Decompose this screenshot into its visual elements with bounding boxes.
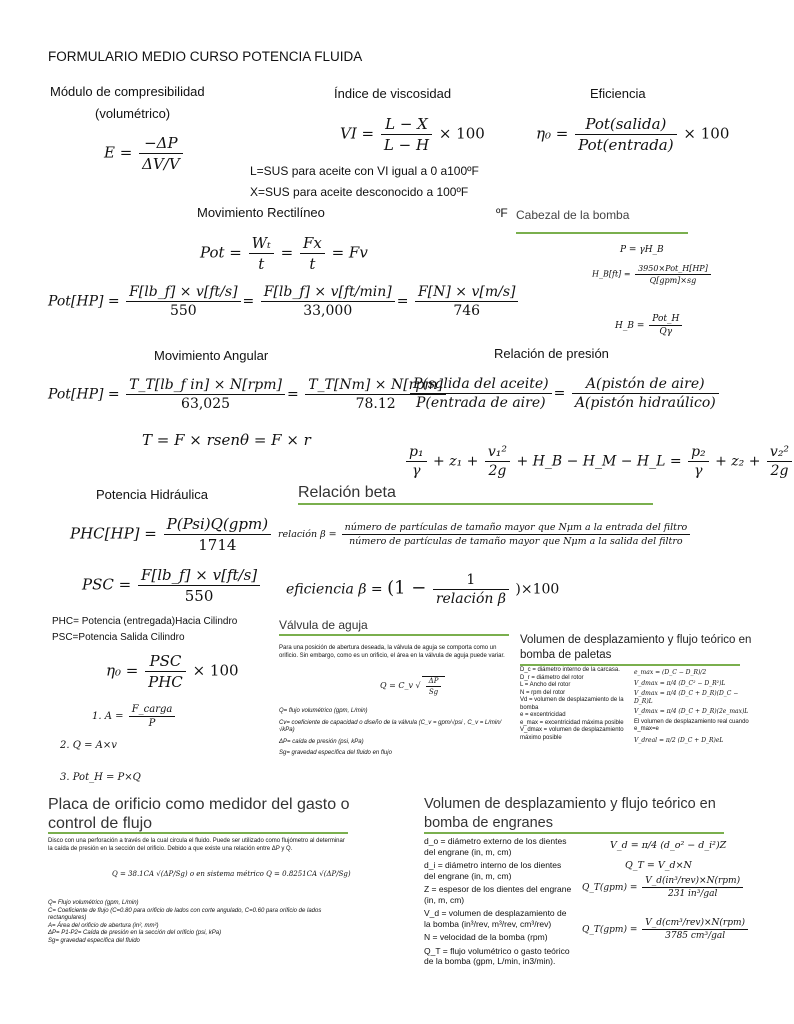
orifice-def-1: C= Coeficiente de flujo (C=0.80 para orificio de lados con corte angulado, C=0.60 para orificio de lados rectangulares) (48, 907, 322, 921)
gear-eq4-lhs: Q_T(gpm) = (582, 925, 638, 935)
gear-eq3-lhs: Q_T(gpm) = (582, 883, 638, 893)
lin-a-den: 550 (169, 303, 197, 319)
eta-lhs: η₀ = (106, 661, 139, 680)
bulk-fraction: $\frac{-\Delta P}{\Delta V/V}$ (139, 134, 183, 173)
bulk-lhs: E = (104, 143, 133, 162)
viscosity-note-l: L=SUS para aceite con VI igual a 0 a100ºF (250, 164, 479, 178)
gear-heading-1: Volumen de desplazamiento y flujo teórico en (424, 796, 716, 812)
vi-num: L − X (381, 115, 432, 135)
document-title: FORMULARIO MEDIO CURSO POTENCIA FLUIDA (48, 49, 363, 64)
viscosity-note-fragment: ºF (496, 206, 508, 220)
gear-eq-gpm-cm (582, 918, 750, 941)
psc-num: F[lb_f] × v[ft/s] (138, 566, 260, 586)
orifice-heading-2: control de flujo (48, 815, 153, 832)
phc-note: PHC= Potencia (entregada)Hacia Cilindro (52, 616, 238, 627)
gear-eq3-num: V_d(in³/rev)×N(rpm) (642, 876, 743, 888)
needle-valve-heading: Válvula de aguja (279, 618, 368, 632)
gear-eq3-den: 231 in³/gal (668, 889, 718, 899)
orifice-def-3: ΔP= P1-P2= Caída de presión en la sección del orificio (psi, kPa) (48, 930, 222, 936)
be-g2: γ (694, 463, 703, 479)
eff-rhs: × 100 (683, 124, 730, 143)
gear-def-0: d_o = diámetro externo de los dientes del engrane (in, m, cm) (424, 836, 567, 857)
gear-def-1: d_i = diámetro interno de los dientes del engrane (in, m, cm) (424, 860, 562, 881)
viscosity-equation (340, 115, 485, 154)
needle-valve-intro: Para una posición de abertura deseada, la válvula de aguja se comporta como un orificio. Sin embargo, como es un orificio, el área en la válvula de aguja puede variar. (279, 645, 505, 659)
eta-den: PHC (148, 673, 183, 691)
needle-valve-equation: Q = C_v √ $\frac{\Delta P}{Sg}$ (380, 676, 445, 696)
beff-open: (1 − (387, 577, 427, 599)
lin-c-num: F[N] × v[m/s] (415, 284, 519, 302)
pump-head-eq1: P = γH_B (620, 245, 664, 255)
vane-def-7: V_dmax = volumen de desplazamiento máximo posible (520, 727, 624, 741)
lin-c-den: 746 (453, 303, 481, 319)
be-v2: v₂² (767, 444, 792, 462)
vane-eq-2: V_dmax = π/4 (D_C + D_R)(D_C − D_R)L (634, 690, 739, 705)
gear-def-5: Q_T = flujo volumétrico o gasto teórico de la bomba (gpm, L/min, in3/min). (424, 945, 570, 966)
nv-def-4: Sg= gravedad específica del fluido en flujo (279, 750, 392, 756)
be-v1: v₁² (485, 444, 510, 462)
nv-def-2: Cv= coeficiente de capacidad o diseño de la válvula (279, 719, 417, 726)
be-g1: γ (412, 463, 421, 479)
lin-eq: = (280, 243, 294, 262)
orifice-plate-heading (48, 795, 350, 833)
gear-eq-qt: Q_T = V_d×N (625, 860, 692, 871)
bulk-modulus-heading: Módulo de compresibilidad (50, 84, 205, 99)
vane-def-3: N = rpm del rotor (520, 689, 566, 696)
gear-pump-definitions (424, 836, 574, 967)
eff-lhs: η₀ = (536, 124, 569, 143)
psc-lhs: PSC = (82, 575, 132, 594)
ph-eq2-den: Q[gpm]×sg (649, 276, 697, 285)
hydraulic-efficiency-equation (106, 652, 239, 691)
vi-lhs: VI = (340, 124, 375, 143)
vane-eq-3: V_dmax = π/4 (D_C + D_R)(2e_max)L (634, 708, 749, 715)
gear-eq4-num: V_d(cm³/rev)×N(rpm) (642, 918, 748, 930)
nv-def-1: Q= flujo volumétrico (gpm, L/min) (279, 708, 368, 714)
ph-eq3-num: Pot_H (649, 314, 682, 326)
gear-def-4: N = velocidad de la bomba (rpm) (424, 932, 548, 942)
psc-den: 550 (184, 587, 214, 605)
orifice-plate-intro: Disco con una perforación a través de la cual circula el fluido. Puede ser utilizado como flujómetro al determinar la caída de presión en la sección del orificio. Debido a que existe una relación entre ΔP y Q. (48, 838, 345, 852)
orifice-plate-definitions (48, 900, 348, 945)
vane-def-6: e_max = excentricidad máxima posible (520, 719, 624, 726)
be-tg2: 2g (770, 463, 789, 479)
pr-a-den: P(entrada de aire) (416, 395, 546, 411)
gear-heading-2: bomba de engranes (424, 815, 553, 831)
phc-equation (70, 515, 273, 554)
pr-a-num: P(salida del aceite) (410, 376, 552, 394)
vane-def-0: D_c = diámetro interno de la carcasa. (520, 667, 620, 673)
psc-note: PSC=Potencia Salida Cilindro (52, 632, 185, 643)
lin-f1-den: t (258, 255, 265, 273)
nv-sq-num: ΔP (426, 677, 442, 687)
be-p2: p₂ (688, 444, 709, 462)
pressure-ratio-equation: $\frac{\text{P(salida del aceite)}}{\text{P(entrada de aire)}}$ = $\frac{\text{A(pistón de aire)}}{\text{A(pistón hidraúlico)}}$ (408, 376, 721, 411)
ph-eq2-num: 3950×Pot_H[HP] (635, 264, 711, 275)
pr-b-num: A(pistón de aire) (572, 376, 719, 394)
vane-heading-2: bomba de paletas (520, 649, 612, 661)
ang-b-num: T_T[Nm] × N[rpm] (305, 377, 446, 395)
efficiency-equation (536, 115, 729, 154)
beff-close: )×100 (515, 581, 560, 598)
eff-den: Pot(entrada) (578, 136, 674, 154)
energy-equation (404, 444, 794, 479)
ph-eq3-den: Qγ (659, 327, 673, 337)
needle-valve-definitions (279, 708, 515, 758)
needle-valve-rule (279, 634, 509, 636)
vane-heading-1: Volumen de desplazamiento y flujo teórico en (520, 634, 752, 646)
phc-den: 1714 (198, 536, 237, 554)
be-z2: + z₂ + (715, 453, 761, 470)
vane-eq-1: V_dmax = π/4 (D_C² − D_R²)L (634, 679, 726, 687)
nv-def-2b: (C_v = gpm/√psi , C_v = L/min/√kPa) (279, 719, 502, 733)
ang-b-den: 78.12 (355, 396, 396, 412)
hydraulic-list-3: 3. Pot_H = P×Q (60, 772, 141, 783)
ang-a-den: 63,025 (181, 396, 231, 412)
lin-a-num: F[lb_f] × v[ft/s] (126, 284, 240, 302)
eta-rhs: × 100 (192, 661, 239, 680)
vi-den: L − H (383, 136, 430, 154)
linear-power-equation (200, 234, 368, 273)
vi-rhs: × 100 (438, 124, 485, 143)
list1-lhs: 1. A = (92, 711, 124, 722)
lin-hp-lhs: Pot[HP] = (48, 293, 120, 310)
vane-pump-rule (520, 664, 740, 666)
vane-pump-equations (634, 669, 752, 744)
gear-def-3: V_d = volumen de desplazamiento de la bomba (in³/rev, m³/rev, cm³/rev) (424, 908, 567, 929)
hydraulic-list-2: 2. Q = A×v (60, 740, 117, 751)
psc-equation (82, 566, 262, 605)
eff-num: Pot(salida) (575, 115, 676, 135)
lin-pot: Pot = (200, 243, 242, 262)
gear-eq4-den: 3785 cm³/gal (665, 931, 726, 941)
lin-f2-num: Fx (300, 234, 325, 254)
vane-def-5: e = excentricidad (520, 712, 566, 718)
nv-def-3: ΔP= caída de presión (psi, kPa) (279, 738, 364, 745)
gear-pump-heading (424, 795, 716, 833)
vane-eq-4: El volumen de desplazamiento real cuando e_max=e (634, 718, 749, 732)
nv-sq-den: Sg (428, 688, 439, 696)
bulk-den-a: ΔV (142, 155, 164, 173)
beff-lhs: eficiencia β = (286, 581, 383, 598)
ph-eq2-lhs: H_B[ft] = (592, 269, 631, 279)
ang-lhs: Pot[HP] = (48, 386, 120, 403)
angular-motion-heading: Movimiento Angular (154, 348, 269, 363)
beff-den: relación β (435, 591, 506, 607)
ph-eq3-lhs: H_B = (615, 321, 645, 331)
bulk-num: −ΔP (139, 134, 183, 154)
gear-eq-gpm-in (582, 876, 745, 899)
angular-hp-equation: Pot[HP] = $\frac{\text{T\_T[lb\_f in] × N[rpm]}}{63,025}$ = $\frac{\text{T\_T[Nm] × N[rpm]}}{78.12}$ (48, 377, 448, 412)
be-z1: + z₁ + (433, 453, 479, 470)
ang-a-num: T_T[lb_f in] × N[rpm] (126, 377, 285, 395)
beta-lhs: relación β = (278, 529, 337, 540)
lin-b-num: F[lb_f] × v[ft/min] (261, 284, 395, 302)
beta-efficiency-equation (286, 572, 559, 607)
nv-eq: Q = C_v (380, 681, 413, 690)
orifice-def-2: A= Área del orificio de abertura (in², mm²) (48, 922, 159, 929)
beta-den: número de partículas de tamaño mayor que Nμm a la salida del filtro (349, 536, 683, 547)
beff-num: 1 (433, 572, 509, 590)
phc-num: P(Psi)Q(gpm) (164, 515, 271, 535)
pump-head-heading: Cabezal de la bomba (516, 208, 630, 222)
beta-heading: Relación beta (298, 484, 396, 501)
efficiency-heading: Eficiencia (590, 86, 646, 101)
pressure-ratio-heading: Relación de presión (494, 346, 609, 361)
orifice-heading-1: Placa de orificio como medidor del gasto o (48, 796, 350, 813)
beta-equation (278, 522, 692, 547)
linear-hp-equation: Pot[HP] = $\frac{F[lb\_f] \times v[ft/s]}{550}$ = $\frac{F[lb\_f] \times v[ft/\min]}{33,000}$ = $\frac{F[N] \times v[m/s]}{746}$ (48, 284, 520, 319)
orifice-plate-equation: Q = 38.1CA √(ΔP/Sg) o en sistema métrico Q = 0.8251CA √(ΔP/Sg) (112, 870, 351, 878)
hydraulic-list-1 (92, 704, 177, 729)
bulk-den-b: V (168, 155, 180, 173)
list1-den: P (148, 718, 156, 729)
viscosity-note-x: X=SUS para aceite desconocido a 100ºF (250, 185, 469, 199)
lin-f2-den: t (309, 255, 316, 273)
gear-def-2: Z = espesor de los dientes del engrane (in, m, cm) (424, 884, 572, 905)
orifice-def-0: Q= Flujo volumétrico (gpm, L/min) (48, 900, 139, 906)
beta-rule (298, 503, 653, 505)
lin-tail: = Fv (331, 243, 368, 262)
orifice-plate-rule (48, 832, 348, 834)
beta-num: número de partículas de tamaño mayor que Nμm a la entrada del filtro (342, 522, 691, 535)
lin-b-den: 33,000 (303, 303, 353, 319)
orifice-def-4: Sg= gravedad específica del fluido (48, 937, 140, 944)
eta-num: PSC (145, 652, 186, 672)
bulk-modulus-subheading: (volumétrico) (95, 106, 171, 121)
pr-b-den: A(pistón hidraúlico) (574, 395, 716, 411)
vane-eq-0: e_max = (D_C − D_R)/2 (634, 669, 707, 676)
viscosity-heading: Índice de viscosidad (334, 86, 452, 101)
pump-head-eq2 (592, 264, 713, 285)
be-p1: p₁ (406, 444, 427, 462)
vane-def-1: D_r = diámetro del rotor (520, 674, 584, 681)
bulk-modulus-equation (104, 134, 185, 173)
torque-equation: T = F × rsenθ = F × r (142, 431, 311, 449)
vane-def-2: L = Ancho del rotor (520, 682, 571, 688)
linear-motion-heading: Movimiento Rectilíneo (197, 205, 325, 220)
pump-head-rule (516, 232, 688, 234)
be-tg1: 2g (488, 463, 507, 479)
hydraulic-power-heading: Potencia Hidráulica (96, 487, 209, 502)
list1-num: F_carga (129, 704, 176, 717)
gear-eq-vd: V_d = π/4 (d_o² − d_i²)Z (610, 840, 727, 851)
vane-pump-heading (520, 633, 751, 663)
vane-pump-definitions (520, 667, 632, 742)
be-mid: + H_B − H_M − H_L = (516, 453, 682, 470)
vane-eq-5: V_dreal = π/2 (D_C + D_R)eL (634, 736, 724, 744)
lin-f1-num: Wₜ (249, 234, 274, 254)
gear-pump-rule (424, 832, 724, 834)
vane-def-4: Vd = volumen de desplazamiento de la bomba (520, 697, 624, 711)
phc-lhs: PHC[HP] = (70, 524, 157, 543)
pump-head-eq3 (615, 314, 684, 337)
